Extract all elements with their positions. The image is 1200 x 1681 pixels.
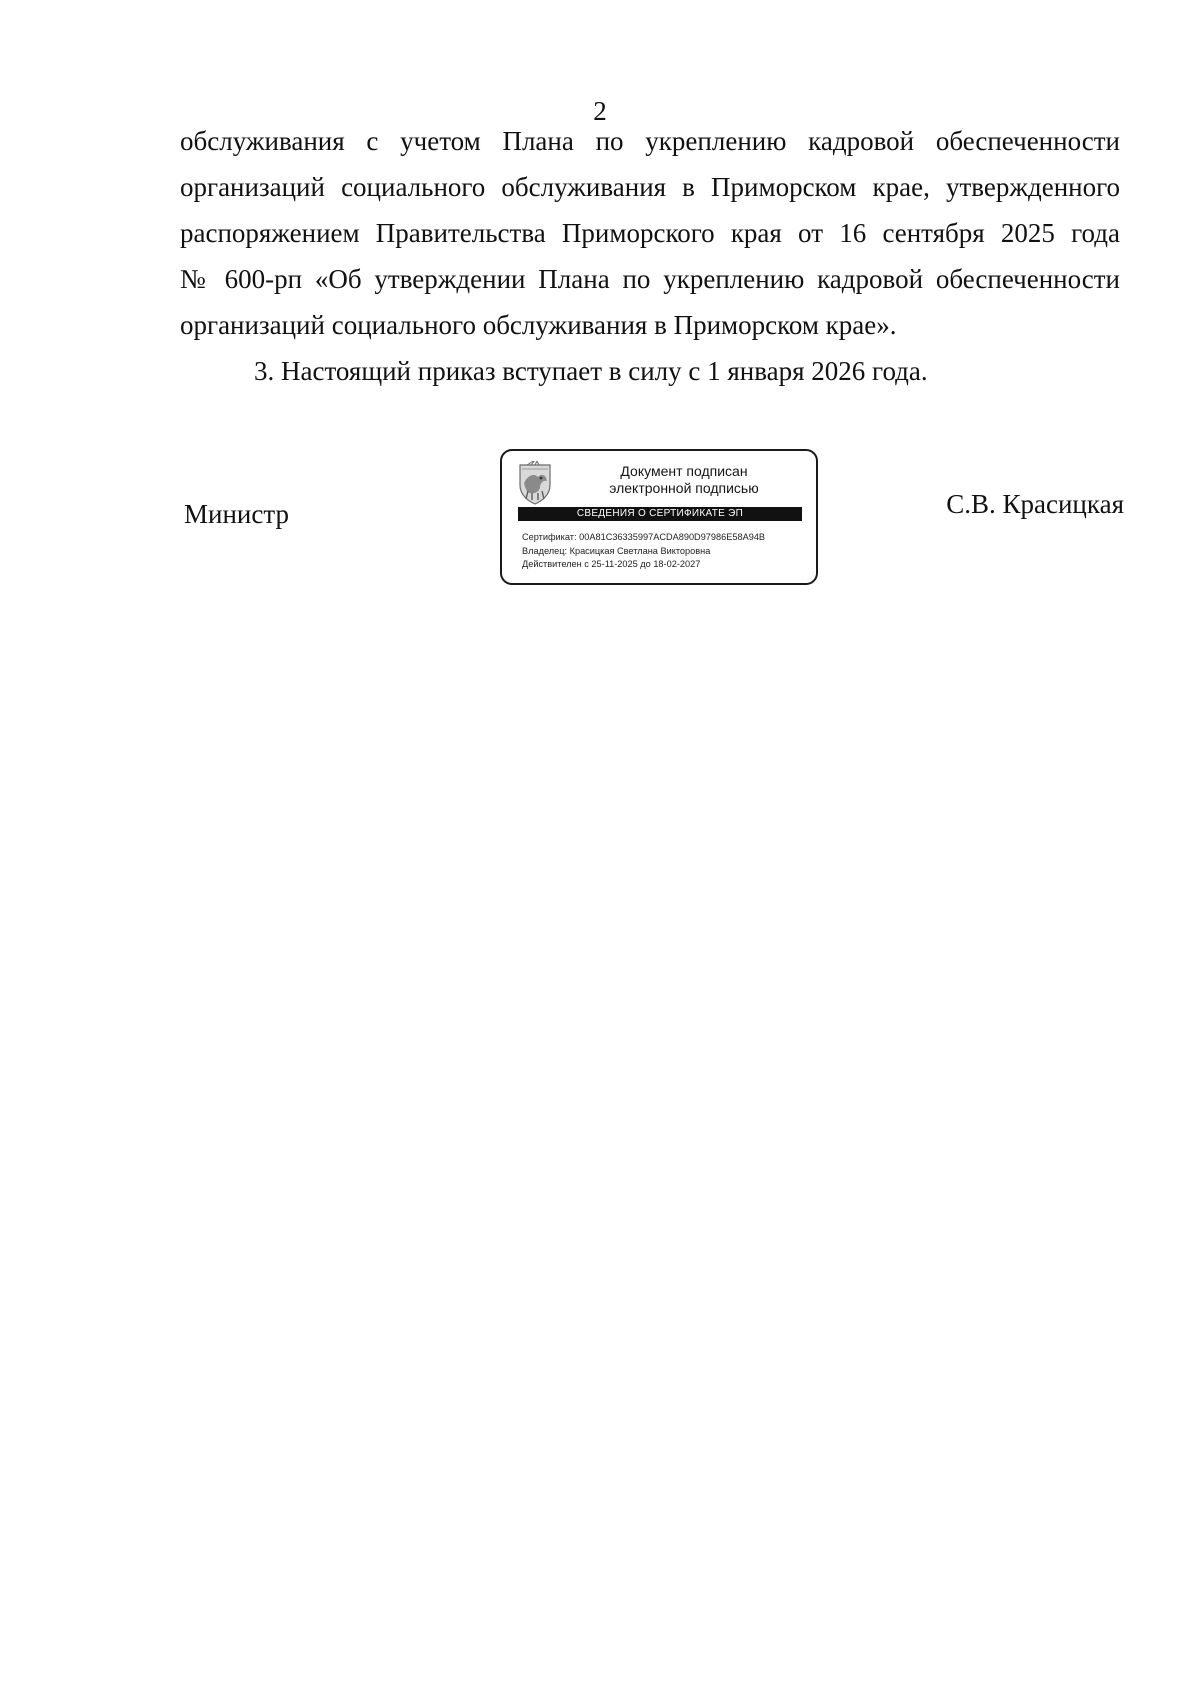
paragraph-line: обслуживания с учетом Плана по укреплению кадровой обеспеченности [180, 126, 1120, 156]
stamp-heading [556, 463, 812, 497]
electronic-signature-stamp [500, 449, 818, 585]
paragraph-line: распоряжением Правительства Приморского края от 16 сентября 2025 года [180, 218, 1120, 248]
signature-block [0, 443, 1200, 593]
certificate-details [522, 531, 812, 572]
signer-position: Министр [184, 499, 289, 529]
certificate-info-banner: СВЕДЕНИЯ О СЕРТИФИКАТЕ ЭП [518, 507, 802, 521]
stamp-heading-line: Документ подписан [620, 463, 748, 479]
item-3-paragraph: 3. Настоящий приказ вступает в силу с 1 января 2026 года. [254, 356, 928, 386]
stamp-heading-line: электронной подписью [609, 480, 759, 496]
page-number: 2 [593, 96, 607, 126]
signer-name: С.В. Красицкая [946, 489, 1124, 519]
continuation-paragraph [180, 118, 1120, 348]
paragraph-line: № 600-рп «Об утверждении Плана по укреплению кадровой обеспеченности [180, 264, 1120, 294]
certificate-owner: Владелец: Красицкая Светлана Викторовна [522, 545, 711, 556]
certificate-validity: Действителен с 25-11-2025 до 18-02-2027 [522, 559, 701, 569]
certificate-number: Сертификат: 00A81C36335997ACDA890D97986E58A94B [522, 532, 766, 542]
coat-of-arms-icon [516, 461, 554, 505]
paragraph-line: организаций социального обслуживания в Приморском крае, утвержденного [180, 172, 1120, 202]
paragraph-last-line: организаций социального обслуживания в Приморском крае». [180, 310, 897, 340]
